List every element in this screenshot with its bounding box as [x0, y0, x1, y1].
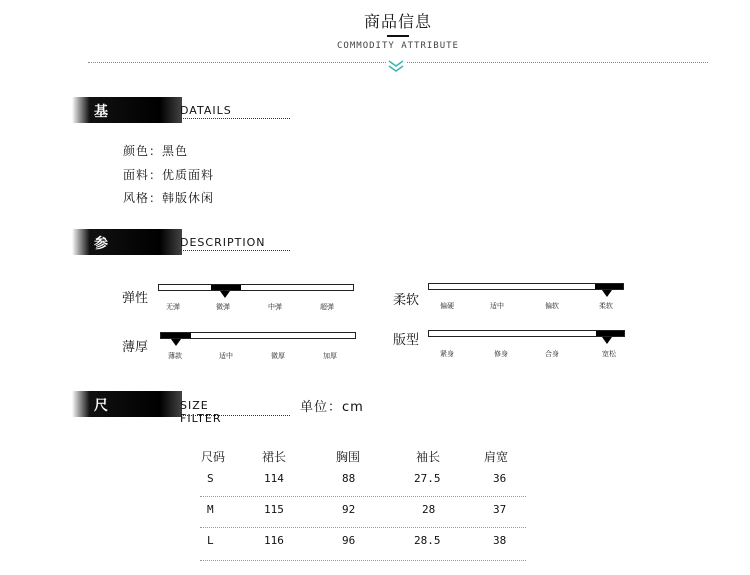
section-size-title: 尺寸信息 — [94, 398, 109, 474]
param-label-fit: 版型 — [393, 333, 420, 348]
table-cell: 92 — [342, 503, 356, 516]
table-cell: 38 — [493, 534, 507, 547]
chevron-down-icon — [386, 58, 406, 74]
param-slider-fit — [428, 330, 625, 337]
section-size-subtitle: SIZE FILTER — [180, 399, 222, 425]
table-cell: 28 — [422, 503, 436, 516]
table-cell: 88 — [342, 472, 356, 485]
param-slider-thickness — [160, 332, 356, 339]
param-slider-softness — [428, 283, 624, 290]
table-header-length: 裙长 — [262, 450, 287, 464]
table-cell: S — [207, 472, 214, 485]
table-cell: L — [207, 534, 214, 547]
indicator-arrow — [602, 337, 612, 344]
section-params-title: 参数指标 — [94, 236, 109, 312]
table-row-divider — [200, 527, 526, 528]
table-header-sleeve: 袖长 — [416, 450, 441, 464]
table-cell: 116 — [264, 534, 284, 547]
table-cell: 28.5 — [414, 534, 441, 547]
section-params-subtitle: DESCRIPTION — [180, 236, 266, 249]
table-cell: 36 — [493, 472, 507, 485]
title-underline — [387, 35, 409, 37]
table-cell: 115 — [264, 503, 284, 516]
table-row-divider — [200, 496, 526, 497]
section-basic-title: 基本信息 — [94, 104, 109, 180]
table-header-bust: 胸围 — [336, 450, 361, 464]
param-label-thickness: 薄厚 — [122, 340, 149, 355]
page-title: 商品信息 — [363, 12, 432, 31]
table-cell: 96 — [342, 534, 356, 547]
param-label-softness: 柔软 — [393, 293, 420, 308]
table-cell: 37 — [493, 503, 507, 516]
param-slider-elasticity — [158, 284, 354, 291]
param-label-elasticity: 弹性 — [122, 291, 149, 306]
size-unit: 单位：cm — [300, 400, 364, 415]
table-cell: 27.5 — [414, 472, 441, 485]
table-header-shoulder: 肩宽 — [484, 450, 509, 464]
info-row-fabric: 面料：优质面料 — [123, 168, 215, 182]
table-row-divider — [200, 560, 526, 561]
table-cell: 114 — [264, 472, 284, 485]
info-row-style: 风格：韩版休闲 — [123, 191, 215, 205]
indicator-arrow — [602, 290, 612, 297]
table-header-size: 尺码 — [201, 450, 226, 464]
info-row-color: 颜色：黑色 — [123, 144, 189, 158]
indicator-arrow — [220, 291, 230, 298]
page-subtitle: COMMODITY ATTRIBUTE — [337, 41, 459, 51]
table-cell: M — [207, 503, 214, 516]
indicator-arrow — [171, 339, 181, 346]
section-basic-subtitle: DATAILS — [180, 104, 232, 117]
